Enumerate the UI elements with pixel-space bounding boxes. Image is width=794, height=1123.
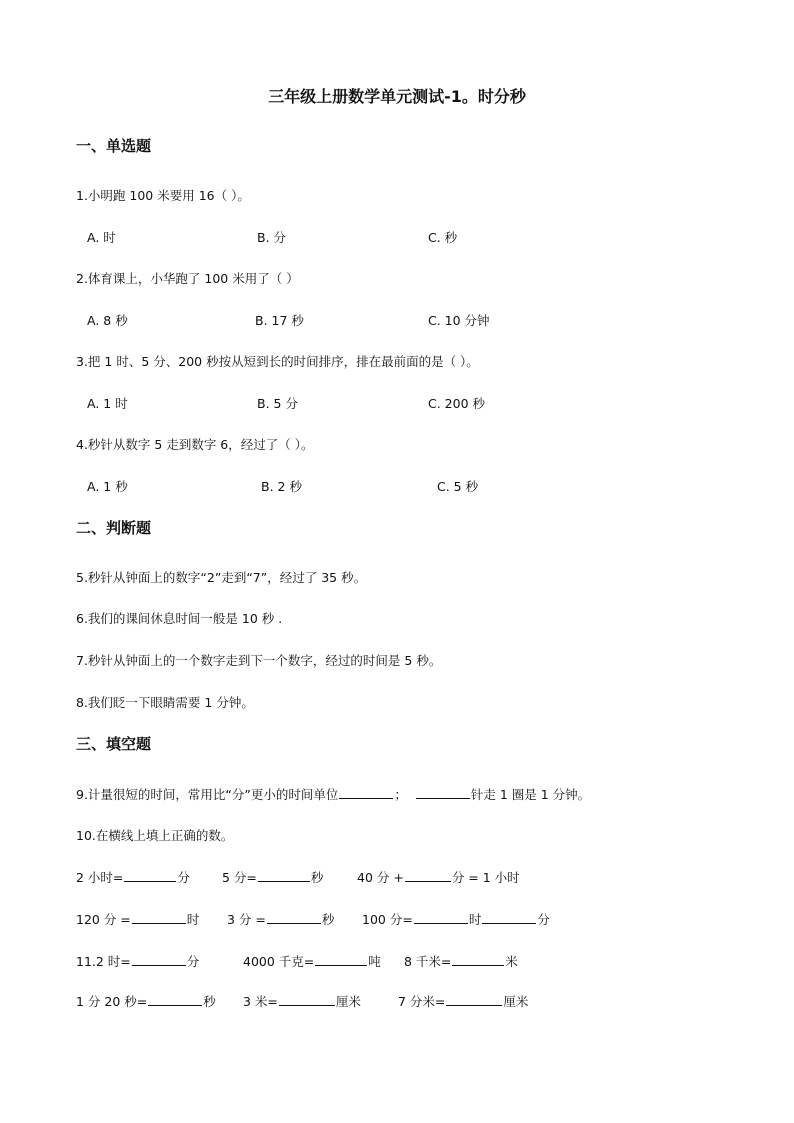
page-title: 三年级上册数学单元测试-1。时分秒 — [268, 87, 526, 106]
fill-item-prefix: 4000 千克= — [243, 954, 315, 969]
fill-item-prefix: 40 分 + — [357, 870, 404, 885]
question-5: 5.秒针从钟面上的数字“2”走到“7”，经过了 35 秒。 — [76, 570, 367, 585]
question-1: 1.小明跑 100 米要用 16（ ）。 — [76, 188, 250, 203]
fill-item-prefix: 8 千米= — [404, 954, 452, 969]
fill-item-prefix: 100 分= — [362, 912, 413, 927]
answer-blank[interactable] — [148, 993, 202, 1006]
fill-item-unit: 时 — [468, 912, 482, 927]
fill-item-prefix: 5 分= — [222, 870, 257, 885]
fill-item-unit: 分 — [537, 912, 550, 927]
q4-option-a: A. 1 秒 — [87, 479, 128, 494]
answer-blank[interactable] — [414, 911, 468, 924]
section-heading-single-choice: 一、单选题 — [76, 137, 152, 155]
q9-text-part2: ； — [394, 787, 407, 802]
fill-item — [76, 993, 216, 1011]
answer-blank[interactable] — [124, 869, 176, 882]
answer-blank[interactable] — [258, 869, 310, 882]
fill-item-unit: 厘米 — [335, 994, 361, 1009]
q2-option-c: C. 10 分钟 — [428, 313, 490, 328]
q3-option-a: A. 1 时 — [87, 396, 128, 411]
question-7: 7.秒针从钟面上的一个数字走到下一个数字，经过的时间是 5 秒。 — [76, 653, 442, 668]
fill-item — [76, 953, 199, 971]
question-10: 10.在横线上填上正确的数。 — [76, 828, 234, 843]
fill-item — [362, 911, 550, 929]
q4-option-c: C. 5 秒 — [437, 479, 479, 494]
question-8: 8.我们眨一下眼睛需要 1 分钟。 — [76, 695, 254, 710]
section-heading-true-false: 二、判断题 — [76, 519, 152, 537]
fill-item — [243, 953, 381, 971]
answer-blank[interactable] — [482, 911, 536, 924]
q1-option-a: A. 时 — [87, 230, 116, 245]
question-2: 2.体育课上，小华跑了 100 米用了（ ） — [76, 271, 299, 286]
fill-item — [227, 911, 334, 929]
question-4: 4.秒针从数字 5 走到数字 6，经过了（ ）。 — [76, 437, 314, 452]
q3-option-c: C. 200 秒 — [428, 396, 486, 411]
fill-item-unit: 时 — [186, 912, 200, 927]
fill-item — [76, 869, 190, 887]
q2-option-a: A. 8 秒 — [87, 313, 128, 328]
fill-item — [222, 869, 323, 887]
fill-item-unit: 秒 — [321, 912, 335, 927]
q3-option-b: B. 5 分 — [257, 396, 298, 411]
q2-option-b: B. 17 秒 — [255, 313, 304, 328]
answer-blank[interactable] — [132, 911, 186, 924]
fill-item — [404, 953, 518, 971]
question-9 — [76, 786, 590, 804]
answer-blank[interactable] — [267, 911, 321, 924]
fill-item-unit: 秒 — [310, 870, 324, 885]
fill-item-prefix: 11.2 时= — [76, 954, 131, 969]
answer-blank[interactable] — [132, 953, 186, 966]
fill-item-unit: 分 — [186, 954, 200, 969]
fill-item-prefix: 120 分 = — [76, 912, 131, 927]
fill-item-unit: 分 — [177, 870, 190, 885]
fill-item-prefix: 3 米= — [243, 994, 278, 1009]
fill-item — [76, 911, 199, 929]
fill-item-unit: 分 = 1 小时 — [451, 870, 520, 885]
q1-option-c: C. 秒 — [428, 230, 458, 245]
q9-text-part3: 针走 1 圈是 1 分钟。 — [470, 787, 591, 802]
answer-blank[interactable] — [416, 786, 470, 799]
q4-option-b: B. 2 秒 — [261, 479, 302, 494]
section-heading-fill-in: 三、填空题 — [76, 735, 152, 753]
answer-blank[interactable] — [315, 953, 367, 966]
answer-blank[interactable] — [405, 869, 451, 882]
fill-item-unit: 吨 — [368, 954, 381, 969]
answer-blank[interactable] — [452, 953, 504, 966]
q9-text-part1: 9.计量很短的时间，常用比“分”更小的时间单位 — [76, 787, 339, 802]
answer-blank[interactable] — [339, 786, 393, 799]
fill-item-prefix: 1 分 20 秒= — [76, 994, 148, 1009]
fill-item-unit: 秒 — [203, 994, 216, 1009]
question-6: 6.我们的课间休息时间一般是 10 秒 . — [76, 611, 283, 626]
fill-item — [398, 993, 528, 1011]
fill-item-unit: 米 — [505, 954, 518, 969]
answer-blank[interactable] — [279, 993, 335, 1006]
fill-item-unit: 厘米 — [503, 994, 529, 1009]
question-3: 3.把 1 时、5 分、200 秒按从短到长的时间排序，排在最前面的是（ ）。 — [76, 354, 479, 369]
fill-item-prefix: 3 分 = — [227, 912, 266, 927]
fill-item-prefix: 7 分米= — [398, 994, 446, 1009]
answer-blank[interactable] — [446, 993, 502, 1006]
fill-item — [243, 993, 361, 1011]
fill-item-prefix: 2 小时= — [76, 870, 124, 885]
fill-item — [357, 869, 520, 887]
q1-option-b: B. 分 — [257, 230, 287, 245]
